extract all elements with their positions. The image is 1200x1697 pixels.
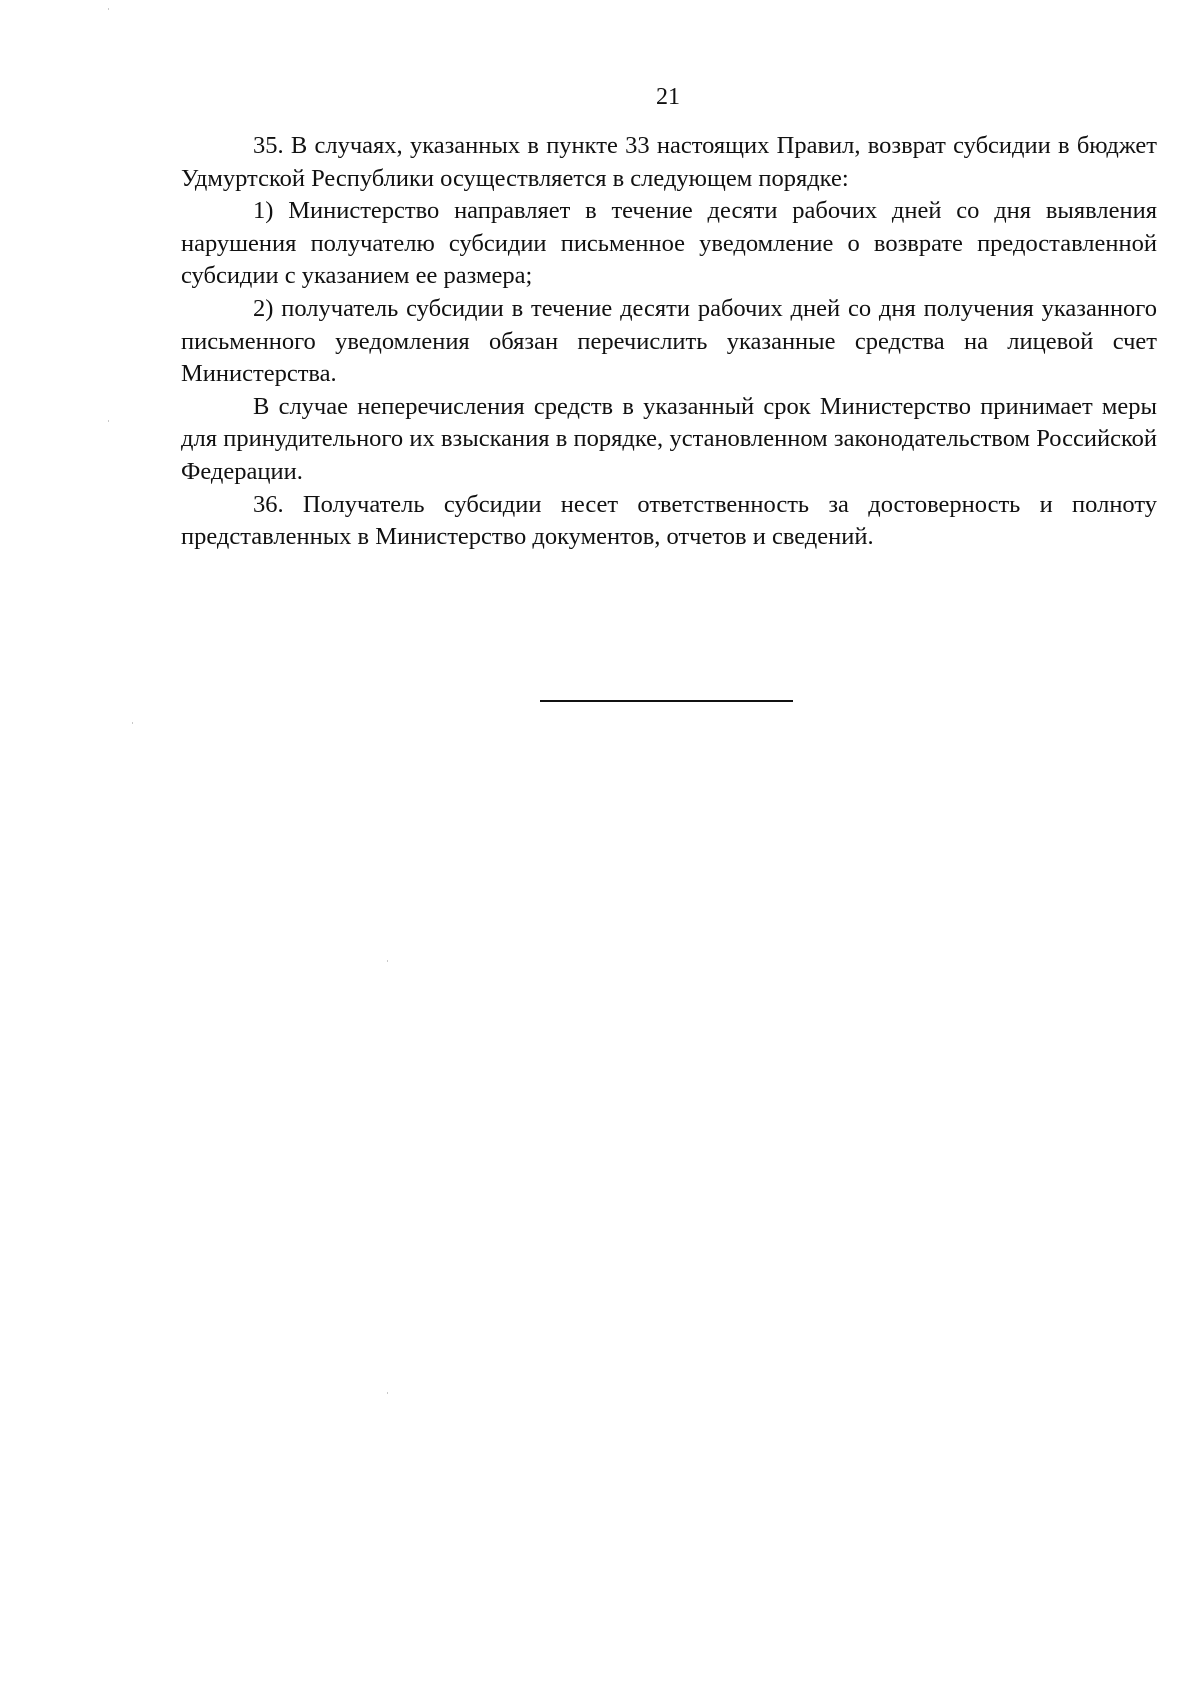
end-of-document-rule bbox=[540, 700, 793, 702]
subparagraph-1: 1) Министерство направляет в течение десяти рабочих дней со дня выявления нарушения получателю субсидии письменное уведомление о возврате предоставленной субсидии с указанием ее размера; bbox=[181, 197, 1157, 290]
scan-speck bbox=[108, 8, 109, 10]
scan-speck bbox=[132, 722, 133, 724]
paragraph-nonpayment: В случае неперечисления средств в указанный срок Министерство принимает меры для принудительного их взыскания в порядке, установленном законодательством Российской Федерации. bbox=[181, 392, 1157, 485]
paragraph-35: 35. В случаях, указанных в пункте 33 настоящих Правил, возврат субсидии в бюджет Удмуртской Республики осуществляется в следующем порядке: bbox=[181, 132, 1157, 192]
scan-speck bbox=[387, 1392, 388, 1394]
paragraph-36: 36. Получатель субсидии несет ответственность за достоверность и полноту представленных в Министерство документов, отчетов и сведений. bbox=[181, 490, 1157, 551]
scan-speck bbox=[387, 960, 388, 962]
scan-speck bbox=[108, 420, 109, 422]
document-body bbox=[181, 130, 1157, 554]
subparagraph-2: 2) получатель субсидии в течение десяти рабочих дней со дня получения указанного письменного уведомления обязан перечислить указанные средства на лицевой счет Министерства. bbox=[181, 294, 1157, 388]
page-number: 21 bbox=[656, 84, 680, 110]
